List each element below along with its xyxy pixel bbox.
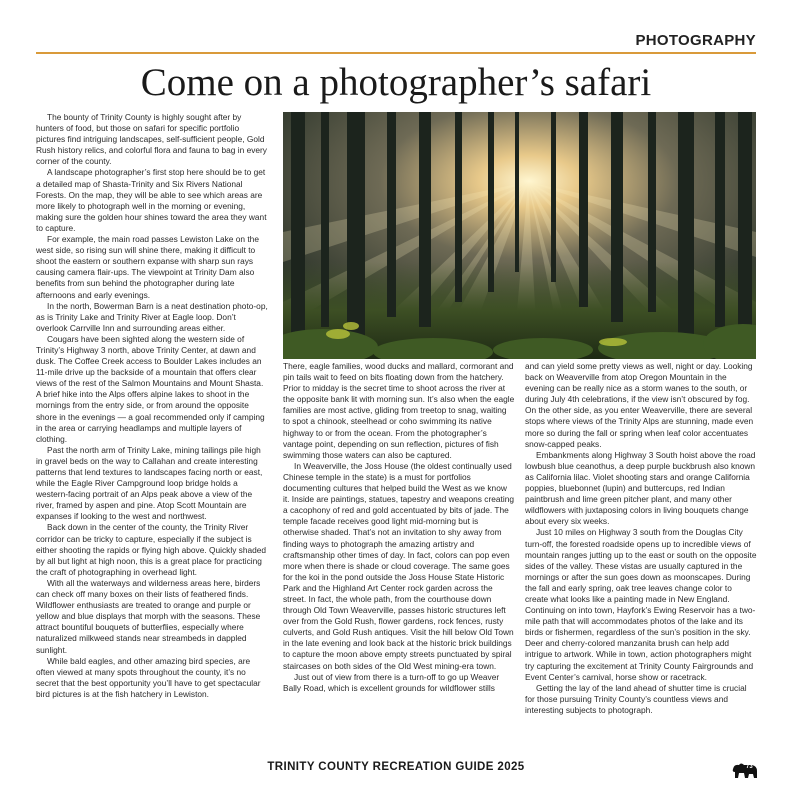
- paragraph: and can yield some pretty views as well, night or day. Looking back on Weaverville from atop Oregon Mountain in the evening can be really nice as a storm wanes to the south, or during July 4th celebrations, if the view isn’t obscured by fog. On the other side, as you enter Weaverville, there are several stops where views of the Trinity Alps are stunning, made even more so during the fall or spring when leaf color accentuates snow-capped peaks.: [525, 361, 754, 449]
- paragraph: Just 10 miles on Highway 3 south from the Douglas City turn-off, the forested roadside opens up to incredible views of mountain ranges jutting up to the east or south on the opposite sides of the valley. These vistas are usually captured in the mornings or after the sun goes down as moonscapes. During the fall and early spring, oak tree leaves change color to create what looks like a painting made in New England. Continuing on into town, Hayfork’s Ewing Reservoir has a two-mile path that will accommodates photos of the lake and its birds or fishermen, regardless of the sun’s position in the sky. Deer and cherry-colored manzanita brush can help add intrigue to artwork. While in town, action photographers might try capturing the excitement at Trinity County Fairgrounds and Event Center’s carnival, horse show or racetrack.: [525, 527, 757, 682]
- paragraph: Past the north arm of Trinity Lake, mining tailings pile high in gravel beds on the way to Callahan and create interesting patterns that lend textures to landscapes facing north or east, while the Eagle River Campground loop bridge holds a western-facing portrait of an Alps peak above a view of the river, framed by aspen and pine. Atop Scott Mountain are expanses if looking to the west and northwest.: [36, 444, 263, 522]
- paragraph: While bald eagles, and other amazing bird species, are often viewed at many spots throughout the county, it’s no secret that the best opportunity you’ll have to get spectacular bird pictures is at the fish hatchery in Lewiston.: [36, 655, 261, 699]
- paragraph: With all the waterways and wilderness areas here, birders can check off many boxes on their lists of feathered finds. Wildflower enthusiasts are treated to orange and purple or yellow and blue displays that morph with the seasons. These attract bountiful bouquets of butterflies, especially where naturalized milkweed stands near streambeds in dappled sunlight.: [36, 577, 261, 655]
- paragraph: Embankments along Highway 3 South hoist above the road lowbush blue ceanothus, a deep purple buckbrush also known as California lilac. Violet shooting stars and orange California poppies, bluebonnet (lupin) and buttercups, red Indian paintbrush and lime green pitcher plant, and many other wildflowers with juxtaposing colors in living bouquets change about every six weeks.: [525, 449, 756, 527]
- forest-sunbeams-photo: [283, 112, 756, 359]
- paragraph: For example, the main road passes Lewiston Lake on the west side, so rising sun will shine there, making it difficult to shoot the eastern or southern expanse with sharp sun rays causing camera flair-ups. The viewpoint at Trinity Dam also benefits from sun behind the photographer during late afternoons and early evenings.: [36, 234, 259, 300]
- paragraph: In the north, Bowerman Barn is a neat destination photo-op, as is Trinity Lake and Trinity River at Eagle loop. Don’t overlook Carrville Inn and surrounding areas either.: [36, 300, 268, 333]
- paragraph: Back down in the center of the county, the Trinity River corridor can be tricky to capture, especially if the subject is either shooting the rapids or flying high above. Quickly shaded by all but light at high noon, this is a great place for practicing the craft of photographing in overhead light.: [36, 522, 267, 577]
- section-label: PHOTOGRAPHY: [635, 32, 756, 49]
- paragraph: There, eagle families, wood ducks and mallard, cormorant and pin tails wait to feed on bits floating down from the hatchery. Prior to midday is the secret time to shoot across the river at the opposite bank lit with morning sun. It’s also when the eagle families are most active, gliding from treetop to snag, waiting to spot a chinook, steelhead or coho swimming its native highway to or from the ocean. From the photographer’s vantage point, depending on sun reflection, pictures of fish swimming those waters can also be captured.: [283, 361, 515, 460]
- paragraph: In Weaverville, the Joss House (the oldest continually used Chinese temple in the state) is a must for portfolios documenting cultures that helped build the West as we know it. Inside are paintings, statues, tapestry and weapons creating a cacophony of red and gold accentuated by bits of jade. The temple facade receives good light mid-morning but is otherwise shaded. That’s not an invitation to shy away from finding ways to photograph the amazing artistry and craftsmanship other times of day. In fact, colors can pop even more when there is shade or cloud coverage. The same goes for the koi in the pond outside the Joss House State Historic Park and the Highland Art Center rock garden across the street. In fact, the whole path, from the courthouse down through Old Town Weaverville, passes historic structures left over from the Gold Rush, flower gardens, rock fences, rusty culverts, and Gold Rush antiques. Visit the hill below Old Town in the late evening and look back at the historic brick buildings to capture the moon above empty streets punctuated by spiral staircases on both sides of the Old West mining-era town.: [283, 460, 514, 671]
- article-column-2: [283, 361, 515, 694]
- paragraph: Getting the lay of the land ahead of shutter time is crucial for those pursuing Trinity County’s countless views and interesting subjects to photograph.: [525, 682, 747, 715]
- page-number: 73: [746, 764, 753, 770]
- paragraph: Cougars have been sighted along the western side of Trinity’s Highway 3 north, above Trinity Center, at dawn and dusk. The Coffee Creek access to Boulder Lakes includes an 11-mile drive up the backside of a mountain that offers clear views of the rest of the Salmon Mountains and Mount Shasta. A brief hike into the Alps offers alpine lakes to shoot in the mornings from the entry side, or from around the opposite shore in the evenings — a goal recommended only if camping in the area or carrying headlamps and multiple layers of clothing.: [36, 333, 265, 444]
- bear-icon: [731, 760, 759, 780]
- header-rule: [36, 52, 756, 54]
- article-column-1: [36, 112, 268, 700]
- paragraph: Just out of view from there is a turn-off to go up Weaver Bally Road, which is excellent grounds for wildflower stills: [283, 671, 500, 693]
- paragraph: A landscape photographer’s first stop here should be to get a detailed map of Shasta-Trinity and Six Rivers National Forests. On the map, they will be able to see which areas are more likely to photograph well in the morning or evening, making sure the golden hour shines toward the area they want to capture.: [36, 167, 267, 233]
- footer-publication-title: TRINITY COUNTY RECREATION GUIDE 2025: [267, 761, 525, 773]
- paragraph: The bounty of Trinity County is highly sought after by hunters of food, but those on safari for specific portfolio pictures find intriguing landscapes, self-sufficient people, Gold Rush history relics, and colorful flora and fauna to bag in every corner of the county.: [36, 112, 267, 167]
- article-column-3: [525, 361, 757, 716]
- headline: Come on a photographer’s safari: [140, 61, 652, 104]
